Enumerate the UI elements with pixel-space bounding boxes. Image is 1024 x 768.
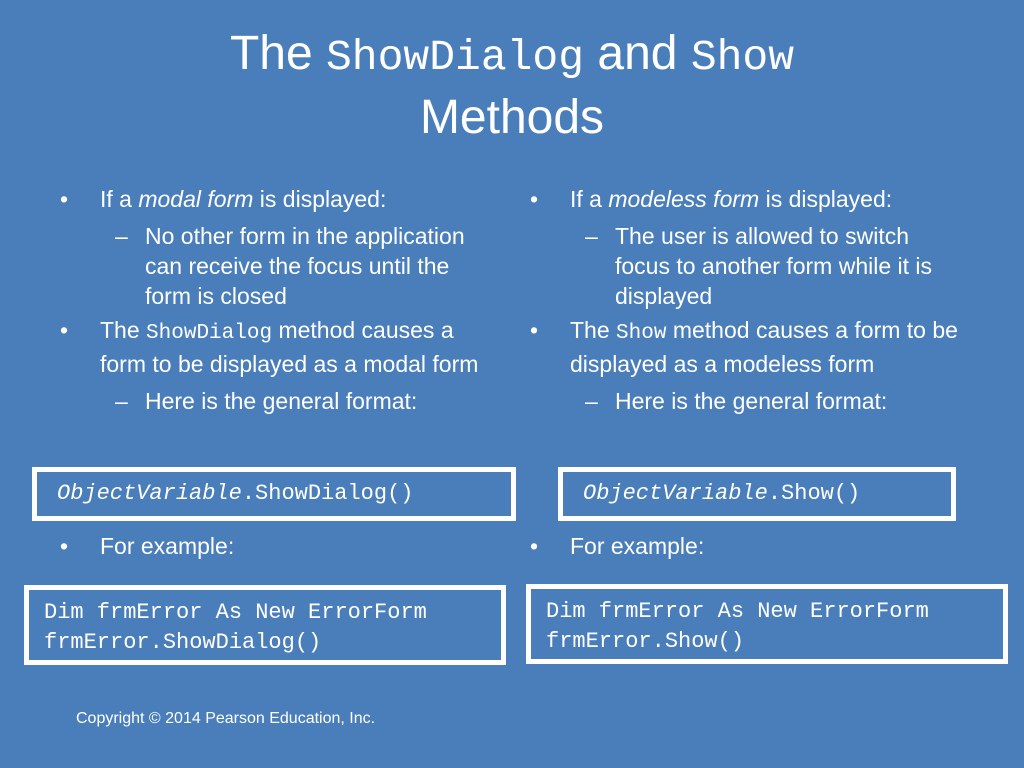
slide-title bbox=[0, 24, 1024, 148]
right-format-box bbox=[558, 467, 956, 521]
title-word-methods: Methods bbox=[419, 91, 605, 144]
left-bullet-modal bbox=[60, 184, 500, 215]
right-format-variable: ObjectVariable bbox=[583, 481, 768, 506]
title-word-the: The bbox=[229, 27, 313, 80]
right-sub-format: – Here is the general format: bbox=[530, 386, 970, 416]
left-bullet2-pre: The bbox=[100, 317, 147, 343]
right-example-label: • For example: bbox=[530, 531, 704, 562]
left-bullet1-post: is displayed: bbox=[253, 186, 387, 212]
left-bullet2-code: ShowDialog bbox=[146, 322, 273, 345]
copyright-notice: Copyright © 2014 Pearson Education, Inc. bbox=[76, 710, 376, 727]
left-example-line2: frmError.ShowDialog() bbox=[44, 630, 322, 655]
right-bullet1-pre: If a bbox=[570, 186, 609, 212]
right-column bbox=[530, 184, 970, 416]
right-bullet2-code: Show bbox=[616, 322, 667, 345]
title-code-showdialog: ShowDialog bbox=[326, 33, 585, 82]
right-bullet-show bbox=[530, 315, 970, 380]
right-bullet1-post: is displayed: bbox=[759, 186, 893, 212]
left-bullet1-pre: If a bbox=[100, 186, 139, 212]
left-example-box bbox=[24, 585, 506, 665]
title-code-show: Show bbox=[690, 33, 795, 82]
left-column bbox=[60, 184, 500, 416]
left-format-box bbox=[32, 467, 516, 521]
left-bullet2-post: method causes a form to be displayed as a modal form bbox=[100, 317, 479, 377]
right-bullet2-pre: The bbox=[570, 317, 617, 343]
left-format-variable: ObjectVariable bbox=[57, 481, 242, 506]
left-example-label: • For example: bbox=[60, 531, 234, 562]
right-bullet-modeless bbox=[530, 184, 970, 215]
right-format-method: .Show() bbox=[767, 481, 861, 506]
right-example-box bbox=[526, 584, 1008, 664]
left-bullet1-emphasis: modal form bbox=[138, 186, 254, 212]
right-example-line1: Dim frmError As New ErrorForm bbox=[546, 599, 929, 624]
title-word-and: and bbox=[597, 27, 678, 80]
left-bullet-showdialog bbox=[60, 315, 500, 380]
left-format-method: .ShowDialog() bbox=[241, 481, 414, 506]
left-example-line1: Dim frmError As New ErrorForm bbox=[44, 600, 427, 625]
right-bullet2-post: method causes a form to be displayed as a modeless form bbox=[570, 317, 958, 377]
left-sub-format: – Here is the general format: bbox=[60, 386, 500, 416]
right-example-line2: frmError.Show() bbox=[546, 629, 745, 654]
right-sub-focus: – The user is allowed to switch focus to another form while it is displayed bbox=[530, 221, 970, 311]
left-sub-focus: – No other form in the application can receive the focus until the form is closed bbox=[60, 221, 500, 311]
right-bullet1-emphasis: modeless form bbox=[608, 186, 760, 212]
